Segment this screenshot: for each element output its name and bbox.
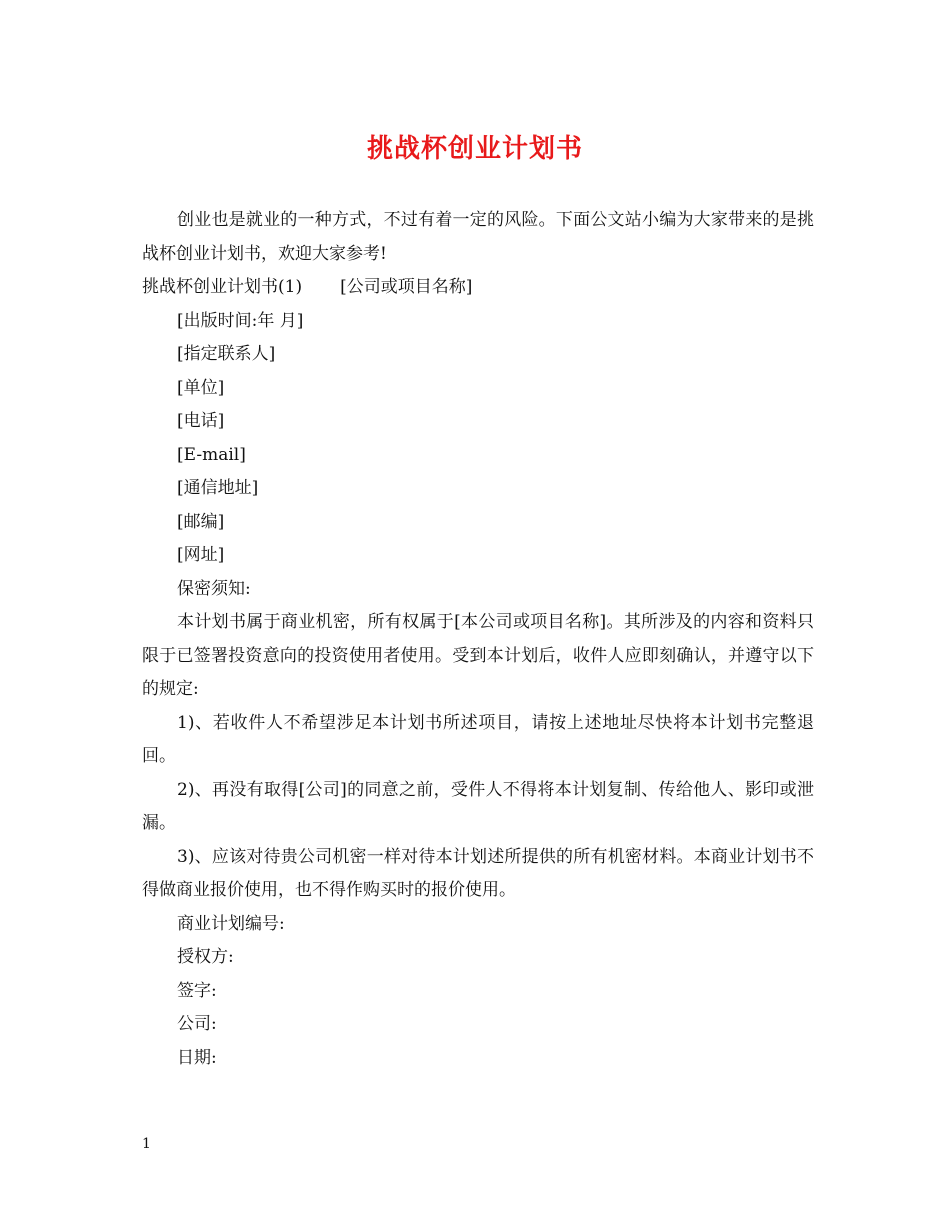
intro-paragraph: 创业也是就业的一种方式，不过有着一定的风险。下面公文站小编为大家带来的是挑战杯创业计划书，欢迎大家参考! bbox=[142, 210, 814, 264]
sign-date: 日期: bbox=[177, 1047, 217, 1068]
field-contact-person: [指定联系人] bbox=[177, 344, 276, 364]
rule-1-paragraph: 1)、若收件人不希望涉足本计划书所述项目，请按上述地址尽快将本计划书完整退回。 bbox=[142, 712, 814, 766]
rule-3-paragraph: 3)、应该对待贵公司机密一样对待本计划述所提供的所有机密材料。本商业计划书不得做商业报价使用，也不得作购买时的报价使用。 bbox=[142, 846, 814, 900]
sign-authorizer: 授权方: bbox=[177, 947, 234, 967]
field-publish-time: [出版时间:年 月] bbox=[177, 310, 304, 331]
field-unit: [单位] bbox=[177, 377, 225, 398]
sign-signature: 签字: bbox=[177, 980, 217, 1001]
field-address: [通信地址] bbox=[177, 478, 259, 498]
field-email: [E-mail] bbox=[177, 444, 246, 465]
rule-2-paragraph: 2)、再没有取得[公司]的同意之前，受件人不得将本计划复制、传给他人、影印或泄漏。 bbox=[142, 779, 814, 833]
confidentiality-paragraph: 本计划书属于商业机密，所有权属于[本公司或项目名称]。其所涉及的内容和资料只限于已签署投资意向的投资使用者使用。受到本计划后，收件人应即刻确认，并遵守以下的规定: bbox=[142, 612, 814, 699]
plan-heading-line bbox=[142, 271, 814, 305]
company-name-placeholder: [公司或项目名称] bbox=[340, 277, 473, 297]
plan-heading-label: 挑战杯创业计划书(1) bbox=[142, 277, 303, 297]
confidentiality-heading: 保密须知: bbox=[177, 578, 251, 599]
sign-plan-number: 商业计划编号: bbox=[177, 913, 285, 934]
field-website: [网址] bbox=[177, 545, 225, 565]
document-title: 挑战杯创业计划书 bbox=[366, 134, 583, 164]
sign-company: 公司: bbox=[177, 1014, 217, 1034]
field-postcode: [邮编] bbox=[177, 511, 225, 532]
field-phone: [电话] bbox=[177, 411, 225, 431]
document-body bbox=[142, 204, 814, 1075]
page-number: 1 bbox=[142, 1136, 151, 1152]
